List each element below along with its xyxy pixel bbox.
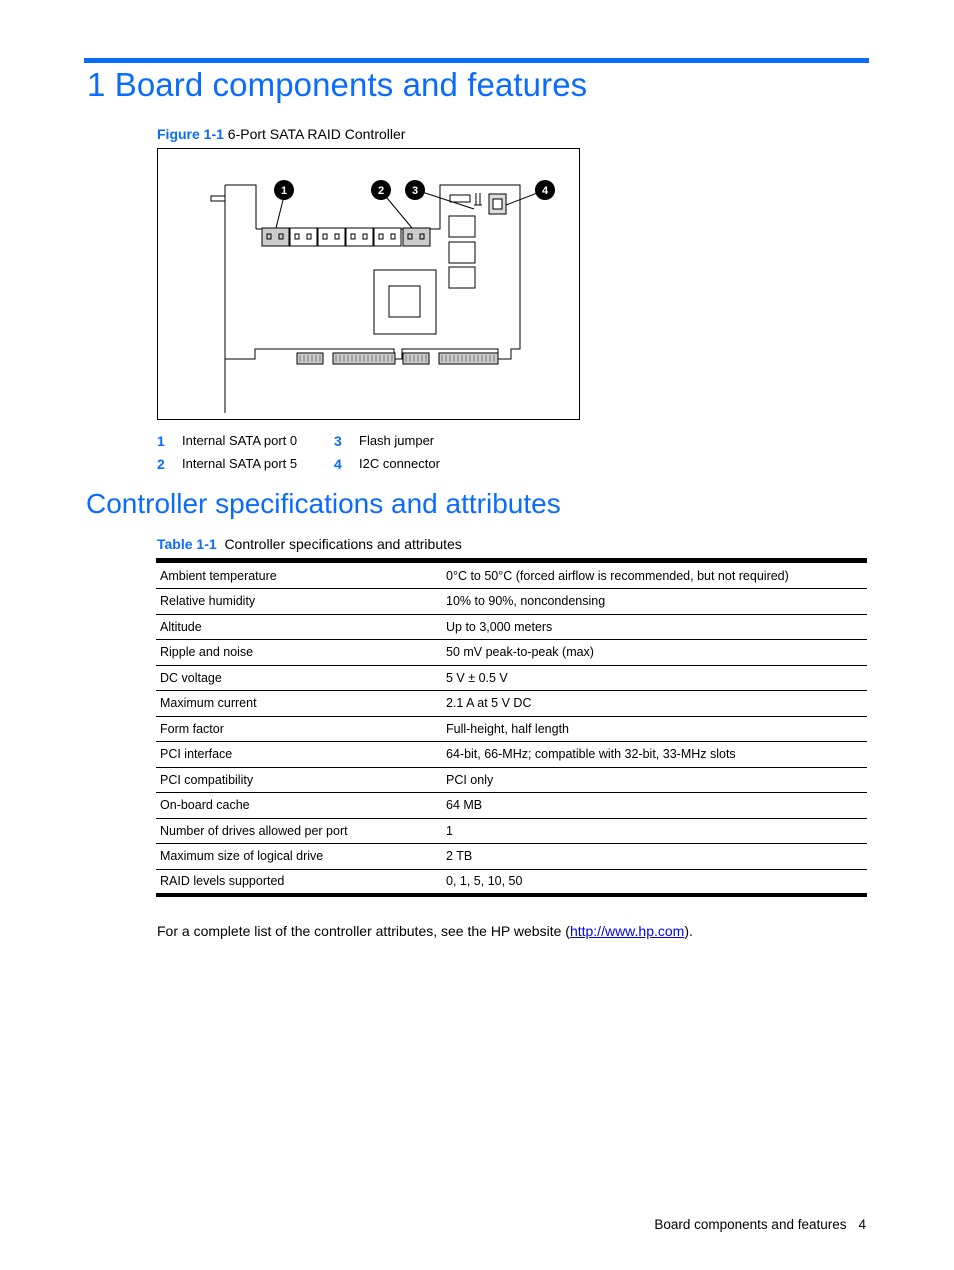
figure-caption xyxy=(157,126,405,142)
legend-text: I2C connector xyxy=(359,456,440,471)
legend-number: 3 xyxy=(334,433,342,449)
callout-2: 2 xyxy=(377,185,385,197)
callout-1: 1 xyxy=(280,185,288,197)
chapter-title: 1 Board components and features xyxy=(87,66,588,103)
table-row xyxy=(156,742,867,768)
attributes-note xyxy=(157,923,693,939)
spec-value: 50 mV peak-to-peak (max) xyxy=(442,640,867,666)
figure-label: Figure 1-1 xyxy=(157,126,224,142)
spec-name: Relative humidity xyxy=(156,589,442,615)
table-row xyxy=(156,665,867,691)
figure-caption-text: 6-Port SATA RAID Controller xyxy=(227,126,406,142)
spec-value: 5 V ± 0.5 V xyxy=(442,665,867,691)
spec-name: Ripple and noise xyxy=(156,640,442,666)
spec-value: Up to 3,000 meters xyxy=(442,614,867,640)
table-row xyxy=(156,691,867,717)
table-row xyxy=(156,563,867,589)
spec-name: Altitude xyxy=(156,614,442,640)
spec-value: 64 MB xyxy=(442,793,867,819)
legend-number: 4 xyxy=(334,456,342,472)
table-row xyxy=(156,818,867,844)
spec-name: RAID levels supported xyxy=(156,869,442,895)
table-row xyxy=(156,793,867,819)
spec-value: 0, 1, 5, 10, 50 xyxy=(442,869,867,895)
legend-text: Internal SATA port 0 xyxy=(182,433,298,448)
spec-table xyxy=(156,558,867,897)
legend-text: Flash jumper xyxy=(359,433,435,448)
note-text-before: For a complete list of the controller attributes, see the HP website ( xyxy=(157,923,570,939)
spec-name: PCI interface xyxy=(156,742,442,768)
spec-value: 1 xyxy=(442,818,867,844)
spec-name: On-board cache xyxy=(156,793,442,819)
legend-number: 1 xyxy=(157,433,165,449)
page-footer xyxy=(654,1217,866,1232)
table-label: Table 1-1 xyxy=(157,536,217,552)
legend-text: Internal SATA port 5 xyxy=(182,456,298,471)
footer-text: Board components and features xyxy=(654,1217,847,1232)
spec-name: Ambient temperature xyxy=(156,563,442,589)
section-title: Controller specifications and attributes xyxy=(86,488,561,519)
spec-name: Maximum current xyxy=(156,691,442,717)
chapter-top-rule xyxy=(84,58,869,63)
spec-value: Full-height, half length xyxy=(442,716,867,742)
spec-value: 10% to 90%, noncondensing xyxy=(442,589,867,615)
table-row xyxy=(156,869,867,895)
table-row xyxy=(156,716,867,742)
spec-value: 2 TB xyxy=(442,844,867,870)
callout-3: 3 xyxy=(411,185,419,197)
spec-name: Number of drives allowed per port xyxy=(156,818,442,844)
controller-diagram xyxy=(157,148,580,420)
table-row xyxy=(156,767,867,793)
spec-name: DC voltage xyxy=(156,665,442,691)
spec-value: 0°C to 50°C (forced airflow is recommended, but not required) xyxy=(442,563,867,589)
hp-website-link[interactable]: http://www.hp.com xyxy=(569,923,685,939)
note-text-after: ). xyxy=(684,923,693,939)
table-caption xyxy=(157,536,462,552)
spec-value: PCI only xyxy=(442,767,867,793)
table-caption-text: Controller specifications and attributes xyxy=(224,536,462,552)
spec-value: 64-bit, 66-MHz; compatible with 32-bit, 33-MHz slots xyxy=(442,742,867,768)
spec-name: Form factor xyxy=(156,716,442,742)
table-row xyxy=(156,640,867,666)
spec-name: Maximum size of logical drive xyxy=(156,844,442,870)
page-number: 4 xyxy=(858,1217,866,1232)
spec-name: PCI compatibility xyxy=(156,767,442,793)
table-row xyxy=(156,589,867,615)
legend-number: 2 xyxy=(157,456,165,472)
spec-value: 2.1 A at 5 V DC xyxy=(442,691,867,717)
table-row xyxy=(156,844,867,870)
table-row xyxy=(156,614,867,640)
callout-4: 4 xyxy=(541,185,549,197)
